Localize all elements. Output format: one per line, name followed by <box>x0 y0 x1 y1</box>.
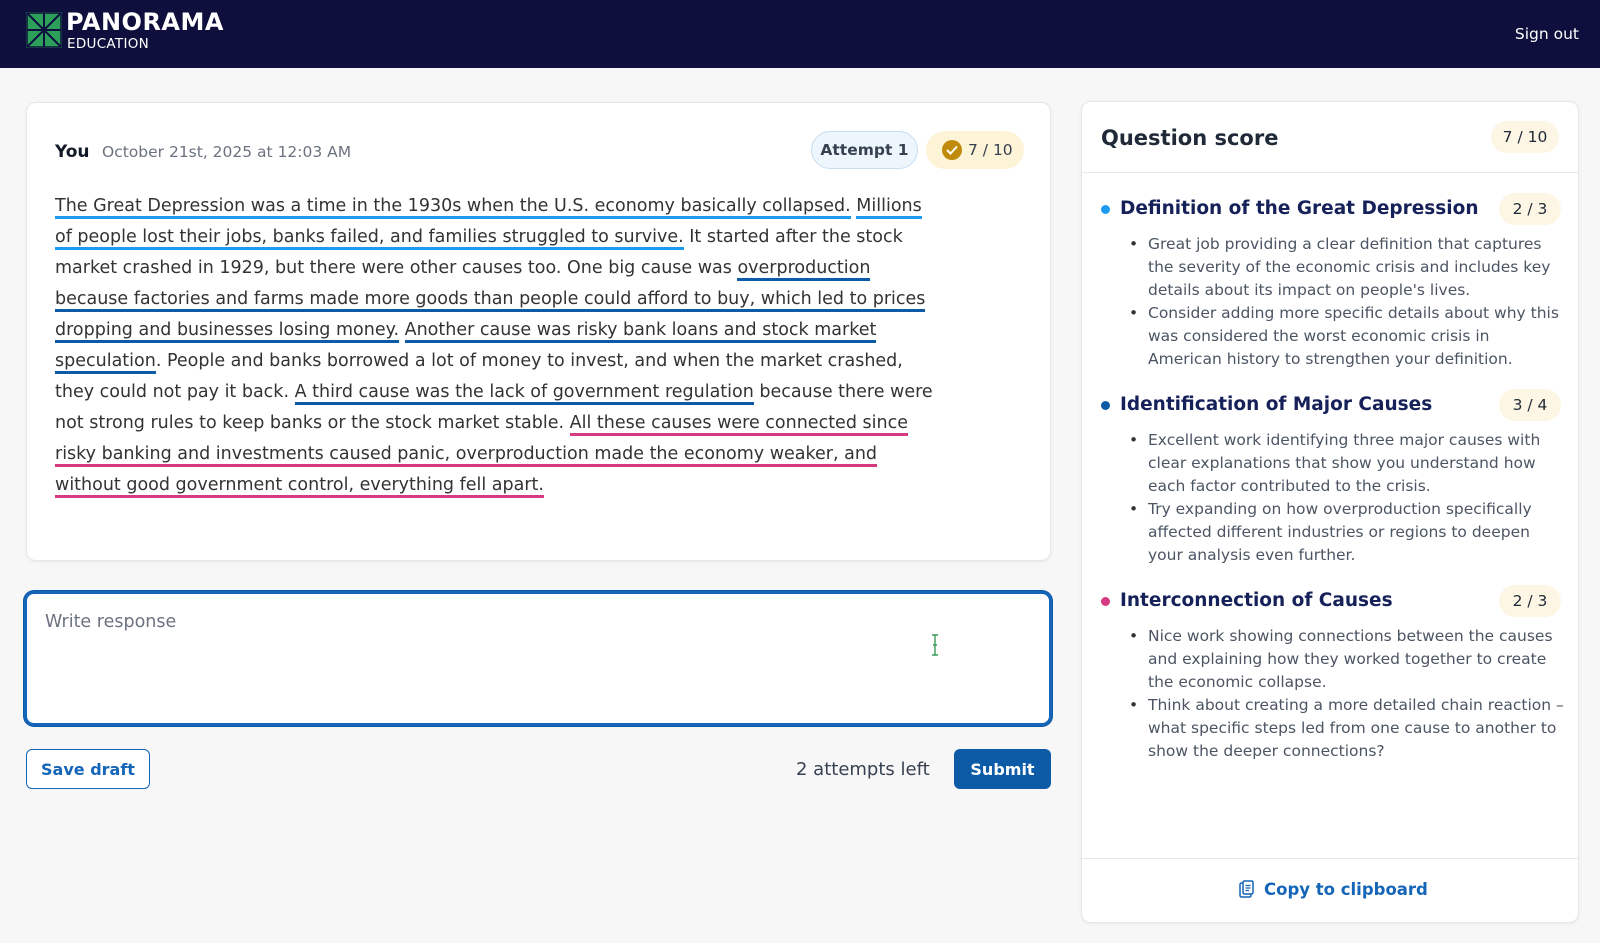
panel-header <box>1082 102 1578 173</box>
sign-out-link[interactable]: Sign out <box>1514 25 1579 43</box>
criterion-score-pill: 3 / 4 <box>1499 389 1561 421</box>
essay-highlight-cause: Another cause was risky bank loans and stock market speculation <box>55 320 876 374</box>
criterion-title: Definition of the Great Depression <box>1120 198 1479 219</box>
response-timestamp: October 21st, 2025 at 12:03 AM <box>102 143 352 161</box>
criterion-title: Identification of Major Causes <box>1120 394 1433 415</box>
score-value: 7 / 10 <box>968 141 1013 159</box>
essay-text-segment: It started after the stock market crashed in 1929, but there were other causes too. One big cause was <box>55 227 903 278</box>
response-input[interactable] <box>24 591 1052 726</box>
score-badge <box>926 131 1024 169</box>
question-score-panel <box>1081 101 1579 923</box>
criterion-score-pill: 2 / 3 <box>1499 193 1561 225</box>
essay-highlight-definition: The Great Depression was a time in the 1930s when the U.S. economy basically collapsed. <box>55 196 851 219</box>
feedback-item: • Excellent work identifying three major causes with clear explanations that show you understand how each factor contributed to the crisis. <box>1148 429 1564 498</box>
essay-text <box>55 191 935 501</box>
criterion-color-dot <box>1101 597 1110 606</box>
top-navigation-bar <box>0 0 1600 68</box>
copy-to-clipboard-button[interactable]: Copy to clipboard <box>1264 880 1428 899</box>
clipboard-icon[interactable] <box>1239 880 1254 899</box>
feedback-list <box>1148 625 1564 763</box>
attempts-left-text: 2 attempts left <box>796 759 930 780</box>
criterion-title: Interconnection of Causes <box>1120 590 1393 611</box>
criterion-score-pill: 2 / 3 <box>1499 585 1561 617</box>
save-draft-button[interactable]: Save draft <box>26 749 150 789</box>
submit-button[interactable]: Submit <box>954 749 1051 789</box>
essay-highlight-definition: Millions of people lost their jobs, banks failed, and families struggled to survive. <box>55 196 922 250</box>
essay-text-segment: . People and banks borrowed a lot of money to invest, and when the market crashed, they could not pay it back. <box>55 351 903 402</box>
total-score-pill: 7 / 10 <box>1491 121 1559 153</box>
essay-text-segment: because there were not strong rules to keep banks or the stock market stable. <box>55 382 933 433</box>
panel-footer <box>1082 858 1578 922</box>
panel-title: Question score <box>1101 126 1279 150</box>
feedback-item: • Great job providing a clear definition that captures the severity of the economic crisis and includes key details about its impact on people's lives. <box>1148 233 1564 302</box>
attempt-badge: Attempt 1 <box>811 131 918 169</box>
feedback-list <box>1148 233 1564 371</box>
criterion-color-dot <box>1101 401 1110 410</box>
author-name: You <box>55 142 90 162</box>
text-cursor-icon <box>930 634 940 656</box>
essay-highlight-cause: A third cause was the lack of government regulation <box>295 382 754 405</box>
feedback-list <box>1148 429 1564 567</box>
essay-text-segment <box>399 320 405 340</box>
check-icon <box>942 140 962 160</box>
brand-subtitle: EDUCATION <box>67 36 150 52</box>
feedback-item: • Try expanding on how overproduction specifically affected different industries or regions to deepen your analysis even further. <box>1148 498 1564 567</box>
essay-highlight-interconnection: All these causes were connected since risky banking and investments caused panic, overproduction made the economy weaker, and without good government control, everything fell apart. <box>55 413 908 498</box>
criterion-color-dot <box>1101 205 1110 214</box>
feedback-item: • Consider adding more specific details about why this was considered the worst economic crisis in American history to strengthen your definition. <box>1148 302 1564 371</box>
feedback-item: • Nice work showing connections between the causes and explaining how they worked together to create the economic collapse. <box>1148 625 1564 694</box>
response-card <box>26 102 1051 561</box>
brand-name: PANORAMA <box>66 8 224 36</box>
essay-highlight-cause: overproduction because factories and farms made more goods than people could afford to buy, which led to prices dropping and businesses losing money. <box>55 258 925 343</box>
feedback-item: • Think about creating a more detailed chain reaction – what specific steps led from one cause to another to show the deeper connections? <box>1148 694 1564 763</box>
logo-icon <box>26 12 62 48</box>
